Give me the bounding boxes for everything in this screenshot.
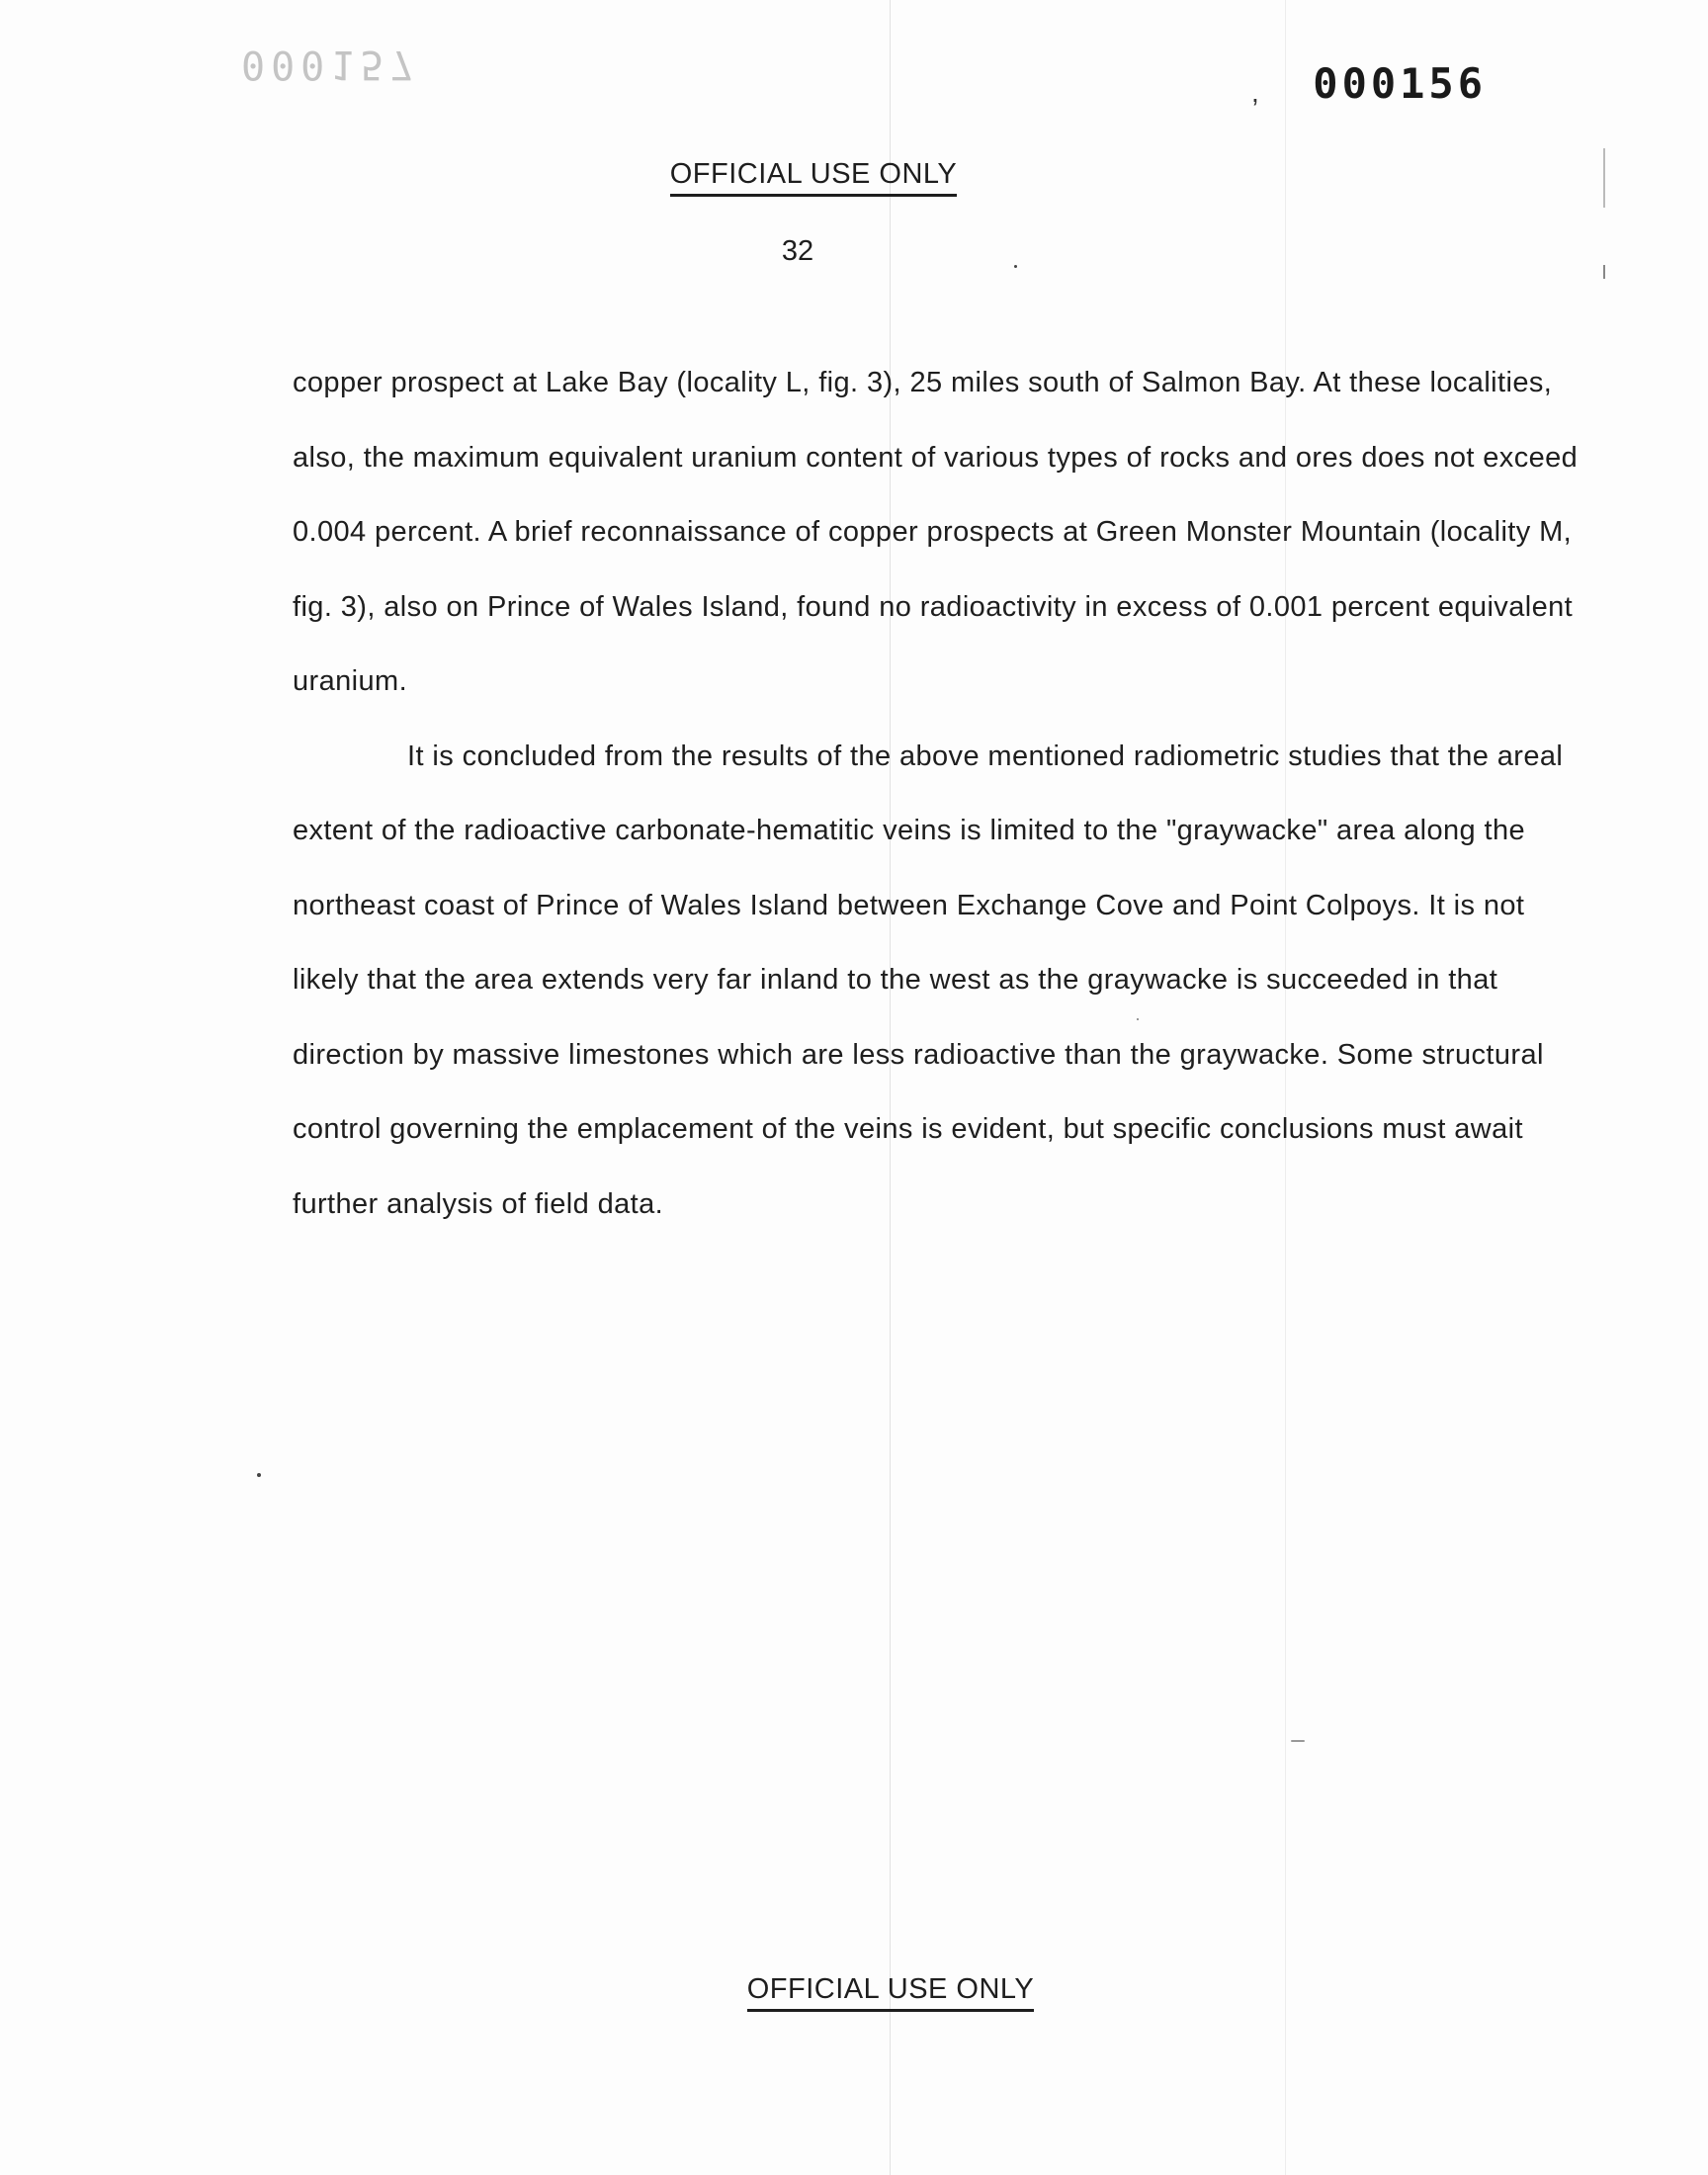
page-number: 32 — [781, 235, 814, 267]
scan-speck — [1014, 265, 1017, 268]
doc-number-mark: , — [1251, 77, 1259, 108]
scan-speck — [257, 1473, 261, 1477]
document-number: 000156 — [1313, 59, 1487, 108]
paragraph: copper prospect at Lake Bay (locality L, fig. 3), 25 miles south of Salmon Bay. At these localities, also, the maximum equivalent uranium content of various types of rocks and ores does not exceed 0.004 percent. A brief reconnaissance of copper prospects at Green Monster Mountain (locality M, fig. 3), also on Prince of Wales Island, found no radioactivity in excess of 0.001 percent equivalent uranium. — [293, 367, 1579, 697]
scan-speck — [1137, 1018, 1139, 1020]
classification-header — [0, 158, 1627, 197]
classification-header-label: OFFICIAL USE ONLY — [670, 158, 958, 197]
paragraph: It is concluded from the results of the above mentioned radiometric studies that the areal extent of the radioactive carbonate-hematitic veins is limited to the "graywacke" area along the northeast coast of Prince of Wales Island between Exchange Cove and Point Colpoys. It is not likely that the area extends very far inland to the west as the graywacke is succeeded in that direction by massive limestones which are less radioactive than the graywacke. Some structural control governing the emplacement of the veins is evident, but specific conclusions must await further analysis of field data. — [293, 740, 1564, 1220]
bleed-through-stamp: 000157 — [241, 42, 420, 87]
classification-footer-label: OFFICIAL USE ONLY — [747, 1973, 1035, 2012]
scan-edge-mark — [1603, 148, 1605, 208]
classification-footer — [0, 1973, 1708, 2012]
body-text — [293, 346, 1597, 1242]
scan-speck — [1291, 1740, 1305, 1742]
scan-edge-mark — [1603, 265, 1605, 279]
